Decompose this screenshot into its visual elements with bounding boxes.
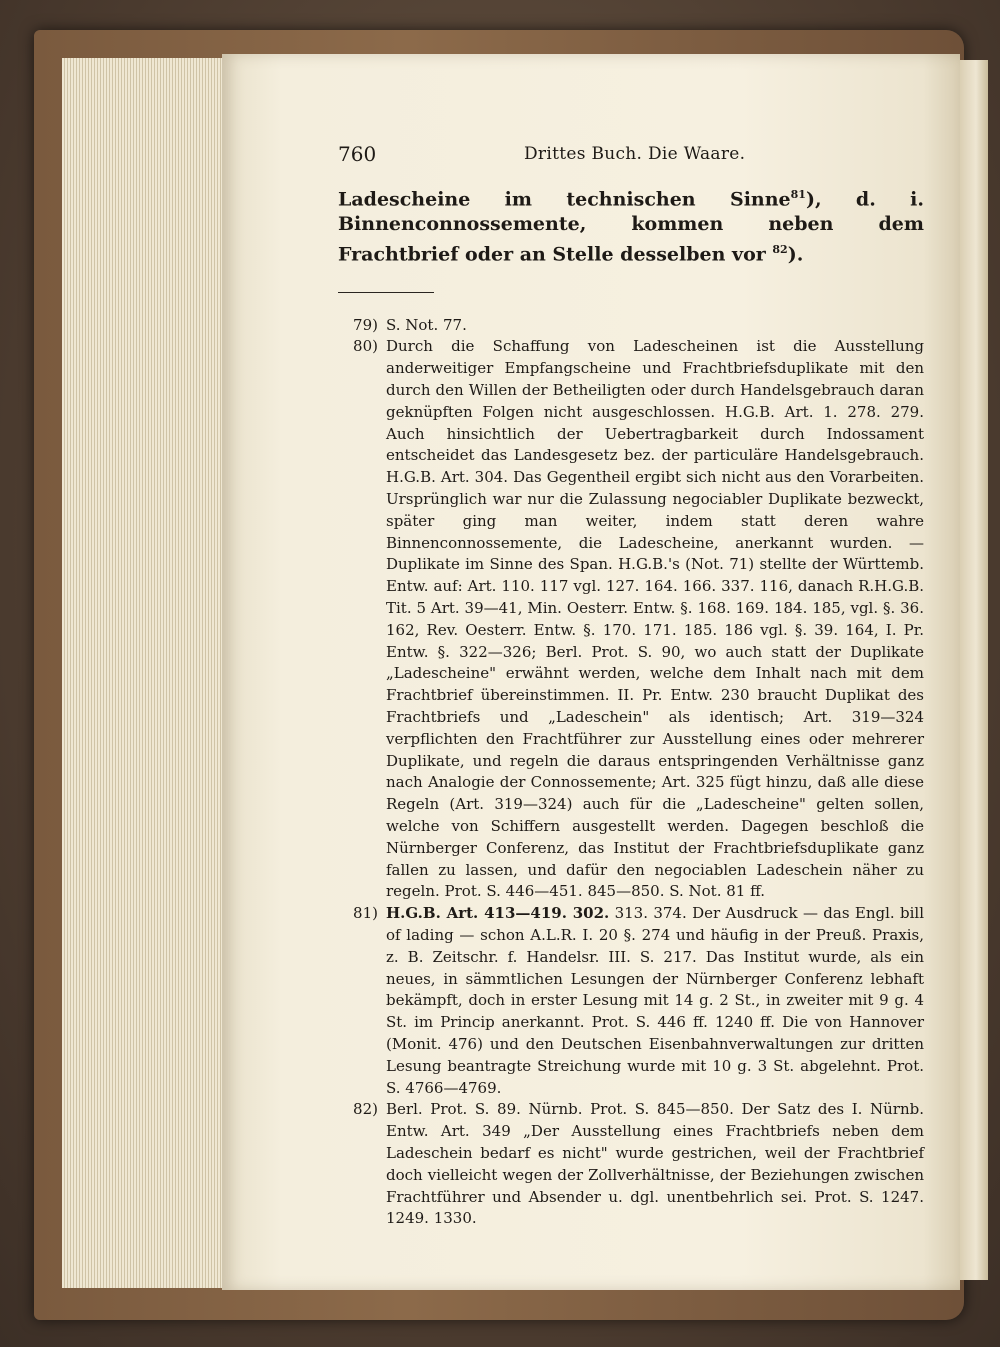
footnote-ref-82: 82 — [772, 243, 788, 257]
footnote-text: S. Not. 77. — [386, 315, 467, 334]
footnote-number: 81) — [353, 904, 378, 923]
page-right-edge — [958, 60, 988, 1280]
footnote-text: Durch die Schaffung von Ladescheinen ist die Ausstellung anderweitiger Empfangscheine und Frachtbriefsduplikate mit den durch den Willen der Betheiligten oder durch Handelsgebrauch daran geknüpften Folgen nicht ausgeschlossen. H.G.B. Art. 1. 278. 279. Auch hinsichtlich der Uebertragbarkeit durch Indossament entscheidet das Landesgesetz bez. der particuläre Handelsgebrauch. H.G.B. Art. 304. Das Gegentheil ergibt sich nicht aus den Vorarbeiten. Ursprünglich war nur die Zulassung negociabler Duplikate bezweckt, später ging man weiter, indem statt deren wahre Binnenconnossemente, die Ladescheine, anerkannt wurden. — Duplikate im Sinne des Span. H.G.B.'s (Not. 71) stellte der Württemb. Entw. auf: Art. 110. 117 vgl. 127. 164. 166. 337. 116, danach R.H.G.B. Tit. 5 Art. 39—41, Min. Oesterr. Entw. §. 168. 169. 184. 185, vgl. §. 36. 162, Rev. Oesterr. Entw. §. 170. 171. 185. 186 vgl. §. 39. 164, I. Pr. Entw. §. 322—326; Berl. Prot. S. 90, wo auch statt der Duplikate „Ladescheine" erwähnt werden, welche dem Inhalt nach mit dem Frachtbrief übereinstimmen. II. Pr. Entw. 230 braucht Duplikat des Frachtbriefs und „Ladeschein" als identisch; Art. 319—324 verpflichten den Frachtführer zur Ausstellung eines oder mehrerer Duplikate, und regeln die daraus entspringenden Verhältnisse ganz nach Analogie der Connossemente; Art. 325 fügt hinzu, daß alle diese Regeln (Art. 319—324) auch für die „Ladescheine" gelten sollen, welche von Schiffern ausgestellt werden. Dagegen beschloß die Nürnberger Conferenz, das Institut der Frachtbriefsduplikate ganz fallen zu lassen, und dafür den negociablen Ladeschein näher zu regeln. Prot. S. 446—451. 845—850. S. Not. 81 ff. — [386, 337, 924, 901]
running-title: Drittes Buch. Die Waare. — [524, 144, 746, 164]
footnote-81 — [338, 903, 924, 1099]
footnote-text: Berl. Prot. S. 89. Nürnb. Prot. S. 845—850. Der Satz des I. Nürnb. Entw. Art. 349 „Der Ausstellung eines Frachtbriefs neben dem Ladeschein bedarf es nicht" wurde gestrichen, weil der Frachtbrief doch vielleicht wegen der Zollverhältnisse, der Beziehungen zwischen Frachtführer und Absender u. dgl. unentbehrlich sei. Prot. S. 1247. 1249. 1330. — [386, 1100, 924, 1228]
footnote-bold-lead: H.G.B. Art. 413—419. 302. — [386, 904, 610, 923]
footnote-text: 313. 374. Der Ausdruck — das Engl. bill of lading — schon A.L.R. I. 20 §. 274 und häufig in der Preuß. Praxis, z. B. Zeitschr. f. Handelsr. III. S. 217. Das Institut wurde, als ein neues, in sämmtlichen Lesungen der Nürnberger Conferenz lebhaft bekämpft, doch in erster Lesung mit 14 g. 2 St., in zweiter mit 9 g. 4 St. im Princip anerkannt. Prot. S. 446 ff. 1240 ff. Die von Hannover (Monit. 476) und den Deutschen Eisenbahnverwaltungen zur dritten Lesung beantragte Streichung wurde mit 10 g. 3 St. abgelehnt. Prot. S. 4766—4769. — [386, 904, 924, 1097]
footnote-number: 80) — [353, 337, 378, 356]
footnote-number: 79) — [353, 315, 378, 334]
page-block-edge — [62, 58, 223, 1288]
page-content — [338, 140, 924, 1230]
main-text-part2: ), d. i. Binnenconnossemente, kommen neben dem Frachtbrief oder an Stelle desselben vor — [338, 188, 924, 266]
footnote-divider — [338, 292, 434, 293]
page-number: 760 — [338, 142, 377, 166]
page-header — [338, 140, 924, 174]
footnote-82 — [338, 1099, 924, 1230]
footnote-number: 82) — [353, 1100, 378, 1119]
main-text-part3: ). — [787, 243, 804, 266]
main-text-part1: Ladescheine im technischen Sinne — [338, 188, 791, 211]
footnote-79 — [338, 315, 924, 337]
footnotes — [338, 315, 924, 1230]
footnote-ref-81: 81 — [790, 188, 806, 201]
footnote-body — [386, 903, 924, 1099]
footnote-80 — [338, 336, 924, 903]
main-paragraph — [338, 182, 924, 268]
